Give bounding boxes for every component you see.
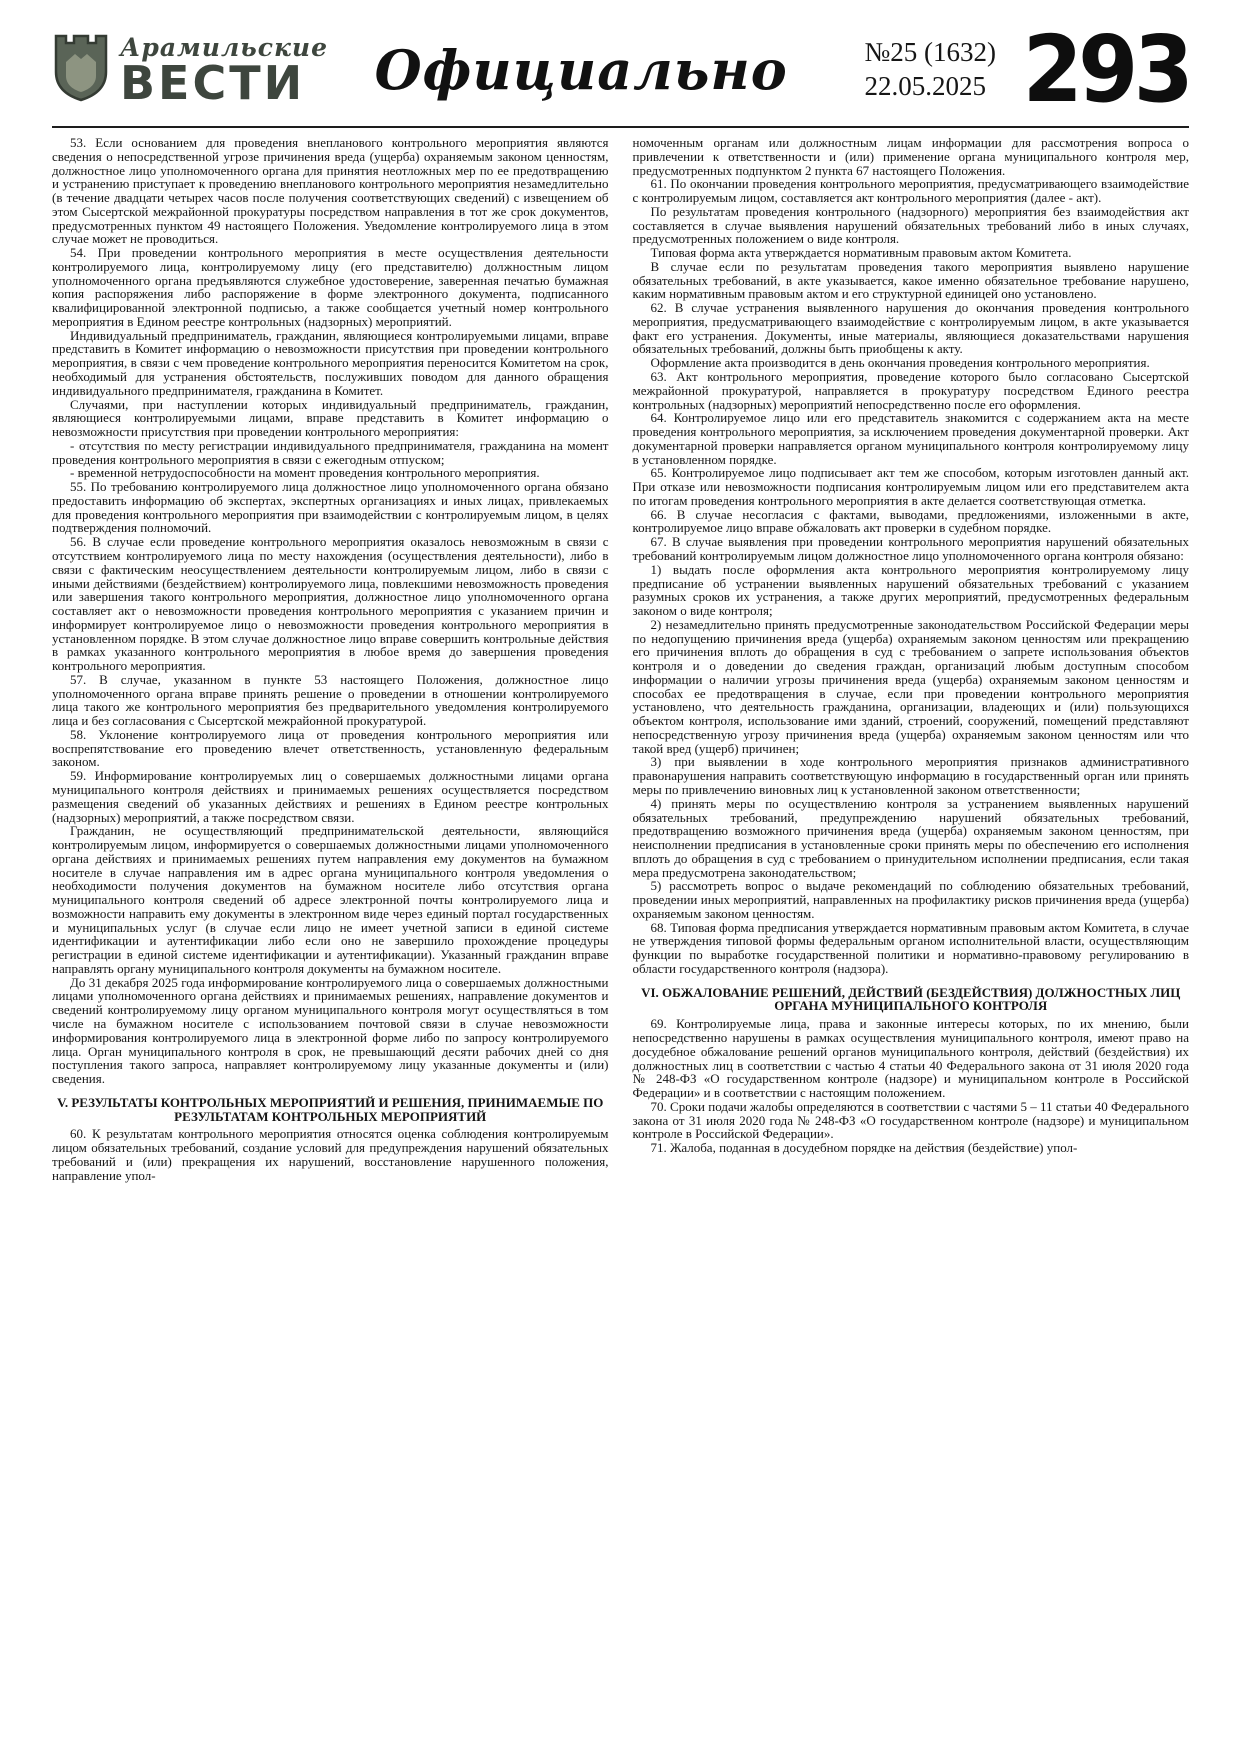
paragraph: 3) при выявлении в ходе контрольного мероприятия признаков административного правонарушения направить соответствующую информацию в государственный орган или принять меры по привлечению виновных лиц к установленной законом ответственности; [632, 754, 1189, 797]
issue-number: №25 (1632) [864, 37, 996, 68]
paragraph: 5) рассмотреть вопрос о выдаче рекомендаций по соблюдению обязательных требований, проведении иных мероприятий, направленных на профилактику рисков причинения вреда (ущерба) охраняемым законом ценностям. [632, 878, 1189, 921]
paragraph: 63. Акт контрольного мероприятия, проведение которого было согласовано Сысертской межрайонной прокуратурой, направляется в прокуратуру посредством Единого реестра контрольных (надзорных) мероприятий непосредственно после его оформления. [632, 369, 1189, 412]
paragraph: 55. По требованию контролируемого лица должностное лицо уполномоченного органа обязано предоставить информацию об экспертах, экспертных организациях и иных лицах, привлекаемых для проведения контрольного мероприятия при взаимодействии с контролируемым лицом, в целях подтверждения полномочий. [52, 479, 609, 536]
paragraph: - временной нетрудоспособности на момент проведения контрольного мероприятия. [70, 465, 540, 481]
paragraph: 66. В случае несогласия с фактами, выводами, предложениями, изложенными в акте, контролируемое лицо вправе обжаловать акт проверки в судебном порядке. [632, 506, 1189, 536]
paragraph: Случаями, при наступлении которых индивидуальный предприниматель, гражданин, являющиеся контролируемыми лицами, вправе представить в Комитет информацию о невозможности присутствия при проведении контрольного мероприятия: [52, 396, 609, 440]
paragraph: 60. К результатам контрольного мероприятия относятся оценка соблюдения контролируемым лицом обязательных требований, создание условий для предупреждения нарушений обязательных требований и (или) прекращения их нарушений, восстановление нарушенного положения, направление упол- [52, 1126, 609, 1183]
paragraph: Гражданин, не осуществляющий предпринимательской деятельности, являющийся контролируемым лицом, информируется о совершаемых должностными лицами уполномоченного органа действиях и принимаемых решениях путем направления ему документов на бумажном носителе в случае направления им в адрес органа муниципального контроля уведомления о необходимости получения документов на бумажном носителе либо отсутствия органа муниципального контроля сведений об адресе электронной почты контролируемого лица и возможности направить ему документы в электронном виде через единый портал государственных и муниципальных услуг (в случае если лицо не имеет учетной записи в единой системе идентификации и аутентификации либо если оно не завершило прохождение процедуры регистрации в единой системе идентификации и аутентификации). Указанный гражданин вправе направлять органу муниципального контроля документы на бумажном носителе. [52, 823, 609, 976]
paragraph: Индивидуальный предприниматель, гражданин, являющиеся контролируемыми лицами, вправе представить в Комитет информацию о невозможности присутствия при проведении контрольного мероприятия, в связи с чем проведение контрольного мероприятия переносится Комитетом на срок, необходимый для устранения обстоятельств, послуживших поводом для данного обращения индивидуального предпринимателя, гражданина в Комитет. [52, 327, 609, 398]
paragraph: 56. В случае если проведение контрольного мероприятия оказалось невозможным в связи с отсутствием контролируемого лица по месту нахождения (осуществления деятельности), либо в связи с фактическим неосуществлением деятельности контролируемым лицом, либо в связи с иными действиями (бездействием) контролируемого лица, повлекшими невозможность проведения или завершения такого контрольного мероприятия, должностное лицо уполномоченного органа составляет акт о невозможности проведения контрольного мероприятия с указанием причин и информирует контролируемое лицо о невозможности проведения контрольного мероприятия в установленном порядке. В этом случае должностное лицо вправе совершить контрольные действия в рамках указанного контрольного мероприятия в любое время до завершения проведения контрольного мероприятия. [52, 534, 609, 674]
paragraph: 53. Если основанием для проведения внепланового контрольного мероприятия являются сведения о непосредственной угрозе причинения вреда (ущерба) охраняемым законом ценностям, должностное лицо уполномоченного органа для принятия неотложных мер по ее предотвращению и устранению приступает к проведению внепланового контрольного мероприятия незамедлительно (в течение двадцати четырех часов после получения соответствующих сведений) с извещением об этом Сысертской межрайонной прокуратуры посредством направления в тот же срок документов, предусмотренных пунктом 49 настоящего Положения. Уведомление контролируемого лица в этом случае может не проводиться. [52, 135, 609, 247]
brand-top-label: Арамильские [120, 33, 328, 63]
paragraph: номоченным органам или должностным лицам информации для рассмотрения вопроса о привлечении к ответственности и (или) применение органа муниципального контроля мер, предусмотренных подпунктом 2 пункта 67 настоящего Положения. [632, 135, 1189, 178]
paragraph: 54. При проведении контрольного мероприятия в месте осуществления деятельности контролируемого лица, контролируемому лицу (его представителю) должностным лицом уполномоченного органа предъявляются служебное удостоверение, заверенная печатью бумажная копия распоряжения либо распоряжение в форме электронного документа, подписанного квалифицированной электронной подписью, а также сообщается учетный номер контрольного мероприятия в Едином реестре контрольных (надзорных) мероприятий. [52, 245, 609, 329]
paragraph: 58. Уклонение контролируемого лица от проведения контрольного мероприятия или воспрепятствование его проведению влечет ответственность, установленную федеральным законом. [52, 726, 609, 770]
paragraph: 2) незамедлительно принять предусмотренные законодательством Российской Федерации меры по недопущению причинения вреда (ущерба) охраняемым законом ценностям или прекращению его причинения вплоть до обращения в суд с требованием о запрете использования объектов контроля и о доведении до сведения граждан, организаций любым доступным способом информации о наличии угрозы причинения вреда (ущерба) охраняемым законом ценностям и способах ее предотвращения в случае, если при проведении контрольного мероприятия установлено, что деятельность гражданина, организации, владеющих и (или) пользующихся объектом контроля, использование ими зданий, строений, сооружений, помещений представляют непосредственную угрозу причинения вреда (ущерба) охраняемым законом ценностям или что такой вред (ущерб) причинен; [632, 616, 1189, 756]
paragraph: 65. Контролируемое лицо подписывает акт тем же способом, которым изготовлен данный акт. При отказе или невозможности подписания контролируемым лицом или его представителем акта по итогам проведения контрольного мероприятия в акте делается соответствующая отметка. [632, 465, 1189, 508]
paragraph: По результатам проведения контрольного (надзорного) мероприятия без взаимодействия акт составляется в случае выявления нарушений обязательных требований либо в иных случаях, предусмотренных положением о виде контроля. [632, 203, 1189, 247]
article-body [52, 136, 1189, 1182]
coat-of-arms-icon [52, 32, 110, 109]
issue-date: 22.05.2025 [864, 71, 986, 101]
section-heading: VI. ОБЖАЛОВАНИЕ РЕШЕНИЙ, ДЕЙСТВИЙ (БЕЗДЕЙСТВИЯ) ДОЛЖНОСТНЫХ ЛИЦ ОРГАНА МУНИЦИПАЛЬНОГО КОНТРОЛЯ [641, 984, 1181, 1014]
newspaper-logo [52, 32, 328, 109]
paragraph: 70. Сроки подачи жалобы определяются в соответствии с частями 5 – 11 статьи 40 Федерального закона от 31 июля 2020 года № 248-ФЗ «О государственном контроле (надзоре) и муниципальном контроле в Российской Федерации». [632, 1098, 1189, 1142]
paragraph: 67. В случае выявления при проведении контрольного мероприятия нарушений обязательных требований контролируемым лицом должностное лицо уполномоченного органа контроля обязано: [632, 534, 1189, 563]
paragraph: 59. Информирование контролируемых лиц о совершаемых должностными лицами органа муниципального контроля действиях и принимаемых решениях осуществляется посредством размещения сведений об указанных действиях и решениях в Едином реестре контрольных (надзорных) мероприятий, а также посредством связи. [52, 768, 609, 825]
right-column [633, 136, 1190, 1182]
paragraph: 4) принять меры по осуществлению контроля за устранением выявленных нарушений обязательных требований, предупреждению нарушений обязательных требований, предотвращению возможного причинения вреда (ущерба) охраняемым законом ценностям, при неисполнении предписания в установленные сроки принять меры по обеспечению его исполнения вплоть до обращения в суд с требованием о принудительном исполнении предписания, если такая мера предусмотрена законодательством; [632, 795, 1189, 880]
paragraph: 1) выдать после оформления акта контрольного мероприятия контролируемому лицу предписание об устранении выявленных нарушений обязательных требований с указанием разумных сроков их устранения, а также других мероприятий, предусмотренных федеральным законом о виде контроля; [632, 561, 1189, 619]
paragraph: 57. В случае, указанном в пункте 53 настоящего Положения, должностное лицо уполномоченного органа вправе принять решение о проведении в отношении контролируемого лица такого же контрольного мероприятия без предварительного уведомления контролируемого лица и без согласования с Сысертской межрайонной прокуратурой. [52, 671, 609, 729]
paragraph: В случае если по результатам проведения такого мероприятия выявлено нарушение обязательных требований, в акте указывается, какое именно обязательное требование нарушено, каким нормативным правовым актом и его структурной единицей оно установлено. [632, 258, 1189, 302]
paragraph: 71. Жалоба, поданная в досудебном порядке на действия (бездействие) упол- [650, 1140, 1078, 1156]
paragraph: До 31 декабря 2025 года информирование контролируемого лица о совершаемых должностными лицами уполномоченного органа действиях и принимаемых решениях, направление документов и сведений контролируемому лицу органом муниципального контроля могут осуществляться в том числе на бумажном носителе с использованием почтовой связи в случае невозможности информирования контролируемого лица в электронной форме либо по запросу контролируемого лица. Орган муниципального контроля в срок, не превышающий десяти рабочих дней со дня поступления такого запроса, направляет контролируемому лицу указанные документы и (или) сведения. [52, 974, 609, 1087]
left-column [52, 136, 609, 1182]
brand-name-label: ВЕСТИ [120, 56, 306, 111]
paragraph: 68. Типовая форма предписания утверждается нормативным правовым актом Комитета, в случае не утверждения типовой формы федеральным органом исполнительной власти, осуществляющим функции по выработке государственной политики и нормативно-правовому регулированию в области государственного контроля (надзора). [632, 919, 1189, 976]
issue-block [864, 36, 996, 104]
paragraph: Типовая форма акта утверждается нормативным правовым актом Комитета. [650, 245, 1072, 261]
paragraph: 62. В случае устранения выявленного нарушения до окончания проведения контрольного мероприятия, предусматривающего взаимодействие с контролируемым лицом, в акте указывается факт его устранения. Документы, иные материалы, являющиеся доказательствами нарушения обязательных требований, должны быть приобщены к акту. [632, 300, 1189, 357]
paragraph: Оформление акта производится в день окончания проведения контрольного мероприятия. [650, 355, 1150, 371]
paragraph: 64. Контролируемое лицо или его представитель знакомится с содержанием акта на месте проведения контрольного мероприятия, за исключением проведения документарной проверки. Акт документарной проверки направляется органом муниципального контроля контролируемому лицу в установленном порядке. [632, 410, 1189, 467]
paragraph: - отсутствия по месту регистрации индивидуального предпринимателя, гражданина на момент проведения контрольного мероприятия в связи с ежегодным отпуском; [52, 437, 609, 467]
paragraph: 69. Контролируемые лица, права и законные интересы которых, по их мнению, были непосредственно нарушены в рамках осуществления муниципального контроля, имеют право на досудебное обжалование решений органов муниципального контроля, действий (бездействия) их должностных лиц в соответствии с частью 4 статьи 40 Федерального закона от 31 июля 2020 года № 248-ФЗ «О государственном контроле (надзоре) и муниципальном контроле в Российской Федерации» и в соответствии с настоящим положением. [632, 1016, 1189, 1101]
page-number: 293 [1022, 15, 1189, 123]
paragraph: 61. По окончании проведения контрольного мероприятия, предусматривающего взаимодействие с контролируемым лицом, составляется акт контрольного мероприятия (далее - акт). [632, 176, 1189, 206]
section-heading: V. РЕЗУЛЬТАТЫ КОНТРОЛЬНЫХ МЕРОПРИЯТИЙ И РЕШЕНИЯ, ПРИНИМАЕМЫЕ ПО РЕЗУЛЬТАТАМ КОНТРОЛЬНЫХ МЕРОПРИЯТИЙ [57, 1094, 604, 1124]
page-header [52, 15, 1189, 128]
section-title: Официально [374, 38, 788, 102]
